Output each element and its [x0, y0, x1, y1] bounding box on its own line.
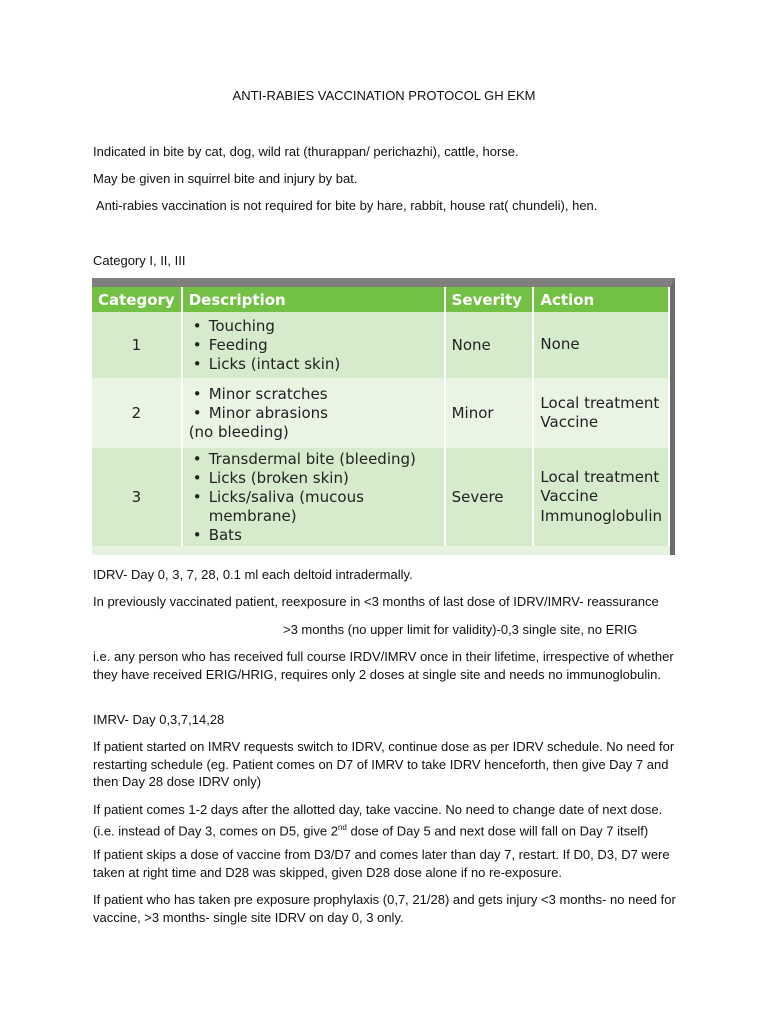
severity-cell: Minor: [445, 378, 534, 448]
severity-cell: None: [445, 312, 534, 378]
action-cell: [533, 378, 669, 448]
table-row: [92, 448, 669, 546]
action-cell: [533, 448, 669, 546]
description-item: • Licks/saliva (mucous membrane): [209, 488, 438, 526]
action-item: Vaccine: [540, 487, 599, 506]
severity-cell: Severe: [445, 448, 534, 546]
action-item: None: [540, 335, 580, 354]
description-item: • Minor scratches: [209, 385, 438, 404]
switch-imrv-to-idrv: If patient started on IMRV requests switch to IDRV, continue dose as per IDRV schedule. No need for restarting schedule (eg. Patient comes on D7 of IMRV to take IDRV henceforth, then give Day 7 and then Day 28 dose IDRV only): [93, 739, 675, 789]
description-cell: [182, 378, 445, 448]
late-dose-text-a: If patient comes 1-2 days after the allotted day, take vaccine. No need to change date of next dose. (i.e. instead of Day 3, comes on D5, give 2: [93, 802, 663, 838]
imrv-schedule: IMRV- Day 0,3,7,14,28: [93, 712, 225, 727]
table-row: [92, 312, 669, 378]
ordinal-suffix: nd: [337, 822, 347, 832]
category-cell: 3: [92, 448, 182, 546]
description-cell: [182, 448, 445, 546]
description-item: • Minor abrasions: [209, 404, 438, 423]
full-course-note: i.e. any person who has received full course IRDV/IMRV once in their lifetime, irrespective of whether they have received ERIG/HRIG, requires only 2 doses at single site and needs no immunoglobulin.: [93, 649, 674, 682]
category-heading: Category I, II, III: [93, 253, 186, 268]
action-item: Local treatment: [540, 467, 660, 486]
document-title: ANTI-RABIES VACCINATION PROTOCOL GH EKM: [232, 88, 536, 103]
header-category: Category: [92, 287, 182, 312]
description-item: • Bats: [209, 526, 438, 545]
intro-indications: Indicated in bite by cat, dog, wild rat (thurappan/ perichazhi), cattle, horse.: [93, 144, 519, 159]
idrv-schedule: IDRV- Day 0, 3, 7, 28, 0.1 ml each deltoid intradermally.: [93, 567, 413, 582]
category-cell: 1: [92, 312, 182, 378]
table-row: [92, 378, 669, 448]
header-action: Action: [533, 287, 669, 312]
header-description: Description: [182, 287, 445, 312]
action-item: Vaccine: [540, 413, 599, 431]
description-item: • Feeding: [209, 336, 438, 355]
intro-not-required: Anti-rabies vaccination is not required for bite by hare, rabbit, house rat( chundeli), hen.: [93, 198, 598, 213]
description-item: • Licks (intact skin): [209, 355, 438, 374]
action-cell: [533, 312, 669, 378]
description-item: • Touching: [209, 317, 438, 336]
description-item: • Transdermal bite (bleeding): [209, 450, 438, 469]
category-table: [92, 278, 675, 555]
pre-exposure-note: If patient who has taken pre exposure prophylaxis (0,7, 21/28) and gets injury <3 months- no need for vaccine, >3 months- single site IDRV on day 0, 3 only.: [93, 892, 676, 925]
description-item: • Licks (broken skin): [209, 469, 438, 488]
action-item: Immunoglobulin: [540, 506, 662, 525]
previously-vaccinated: In previously vaccinated patient, reexposure in <3 months of last dose of IDRV/IMRV- reassurance: [93, 594, 659, 609]
skipped-dose-note: If patient skips a dose of vaccine from D3/D7 and comes later than day 7, restart. If D0, D3, D7 were taken at right time and D28 was skipped, given D28 dose alone if no re-exposure.: [93, 847, 670, 880]
previously-vaccinated-over-3-months: >3 months (no upper limit for validity)-0,3 single site, no ERIG: [283, 622, 638, 637]
action-item: Local treatment: [540, 393, 660, 412]
category-cell: 2: [92, 378, 182, 448]
late-dose-text-b: dose of Day 5 and next dose will fall on Day 7 itself): [346, 822, 649, 838]
late-dose-note: [93, 801, 683, 839]
description-note: (no bleeding): [188, 422, 289, 441]
description-cell: [182, 312, 445, 378]
header-severity: Severity: [445, 287, 534, 312]
intro-may-be-given: May be given in squirrel bite and injury by bat.: [93, 171, 358, 186]
